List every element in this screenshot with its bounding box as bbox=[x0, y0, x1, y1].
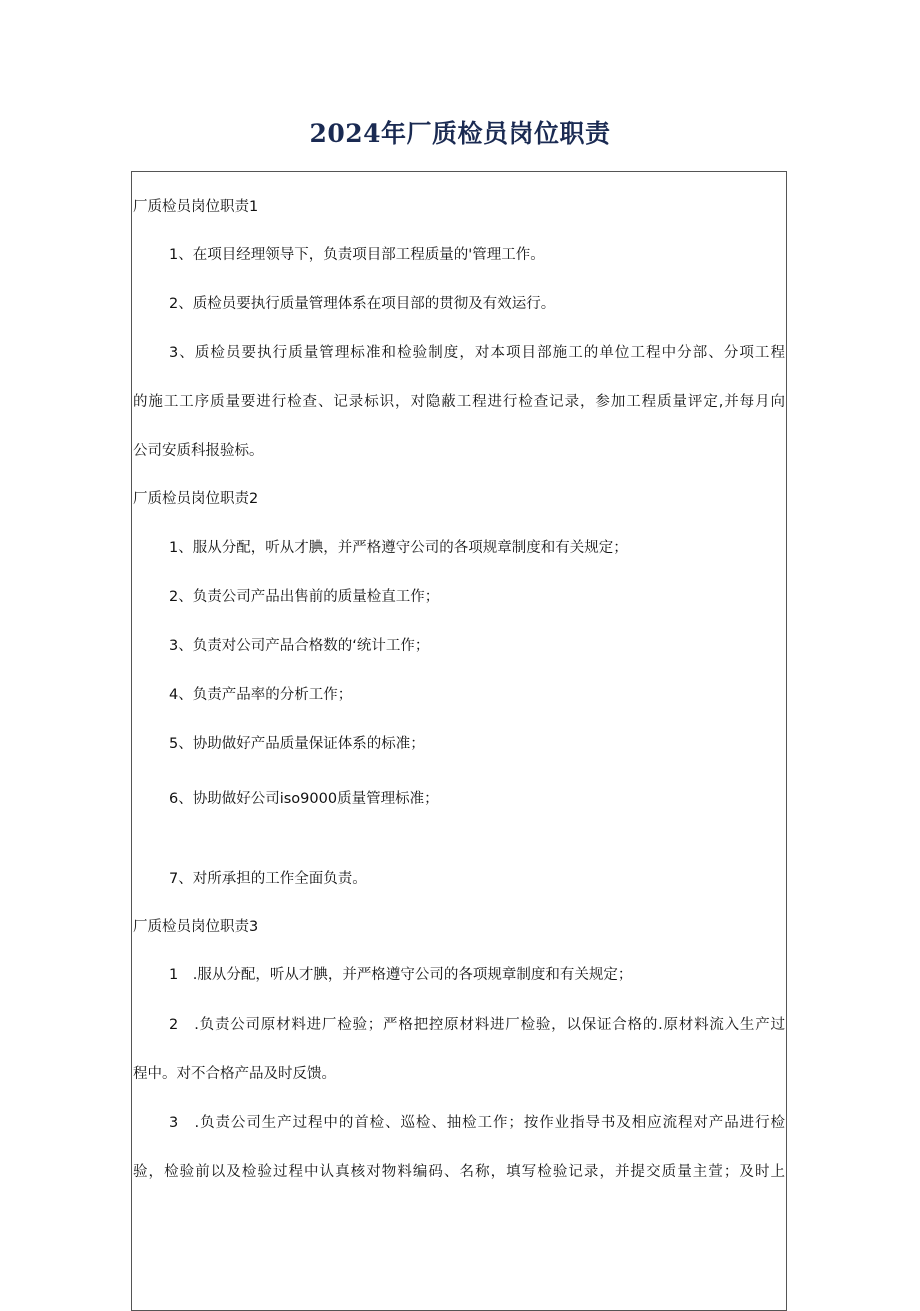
paragraph-line: 7、对所承担的工作全面负责。 bbox=[169, 871, 367, 887]
paragraph-line: 5、协助做好产品质量保证体系的标准； bbox=[169, 736, 425, 752]
document-title: 2024年厂质检员岗位职责 bbox=[309, 119, 611, 148]
section-heading: 厂质检员岗位职责3 bbox=[133, 919, 259, 935]
paragraph-line: 程中。对不合格产品及时反馈。 bbox=[133, 1066, 336, 1082]
paragraph-line: 6、协助做好公司iso9000质量管理标准； bbox=[169, 791, 439, 807]
paragraph-line: 2、质检员要执行质量管理体系在项目部的贯彻及有效运行。 bbox=[169, 296, 556, 312]
section-heading: 厂质检员岗位职责1 bbox=[133, 199, 259, 215]
paragraph-line: 3、负责对公司产品合格数的‘统计工作； bbox=[169, 638, 430, 654]
paragraph-line: 公司安质科报验标。 bbox=[133, 443, 264, 459]
paragraph-line: 1、在项目经理领导下，负责项目部工程质量的'管理工作。 bbox=[169, 247, 545, 263]
section-heading: 厂质检员岗位职责2 bbox=[133, 491, 259, 507]
paragraph-line: 1 .服从分配，听从才腆，并严格遵守公司的各项规章制度和有关规定； bbox=[169, 967, 633, 983]
paragraph-line: 2、负责公司产品出售前的质量检直工作； bbox=[169, 589, 440, 605]
paragraph-line: 1、服从分配，听从才腆，并严格遵守公司的各项规章制度和有关规定； bbox=[169, 540, 628, 556]
paragraph-line: 验，检验前以及检验过程中认真核对物料编码、名称，填写检验记录，并提交质量主萱；及时上 bbox=[133, 1164, 785, 1180]
paragraph-line: 的施工工序质量要进行检查、记录标识，对隐蔽工程进行检查记录，参加工程质量评定,并每月向 bbox=[133, 394, 785, 410]
paragraph-line: 3 .负责公司生产过程中的首检、巡检、抽检工作；按作业指导书及相应流程对产品进行检 bbox=[169, 1115, 785, 1131]
paragraph-line: 2 .负责公司原材料进厂检验；严格把控原材料进厂检验，以保证合格的.原材料流入生产过 bbox=[169, 1017, 785, 1033]
paragraph-line: 3、质检员要执行质量管理标准和检验制度，对本项目部施工的单位工程中分部、分项工程 bbox=[169, 345, 785, 361]
paragraph-line: 4、负责产品率的分析工作； bbox=[169, 687, 353, 703]
